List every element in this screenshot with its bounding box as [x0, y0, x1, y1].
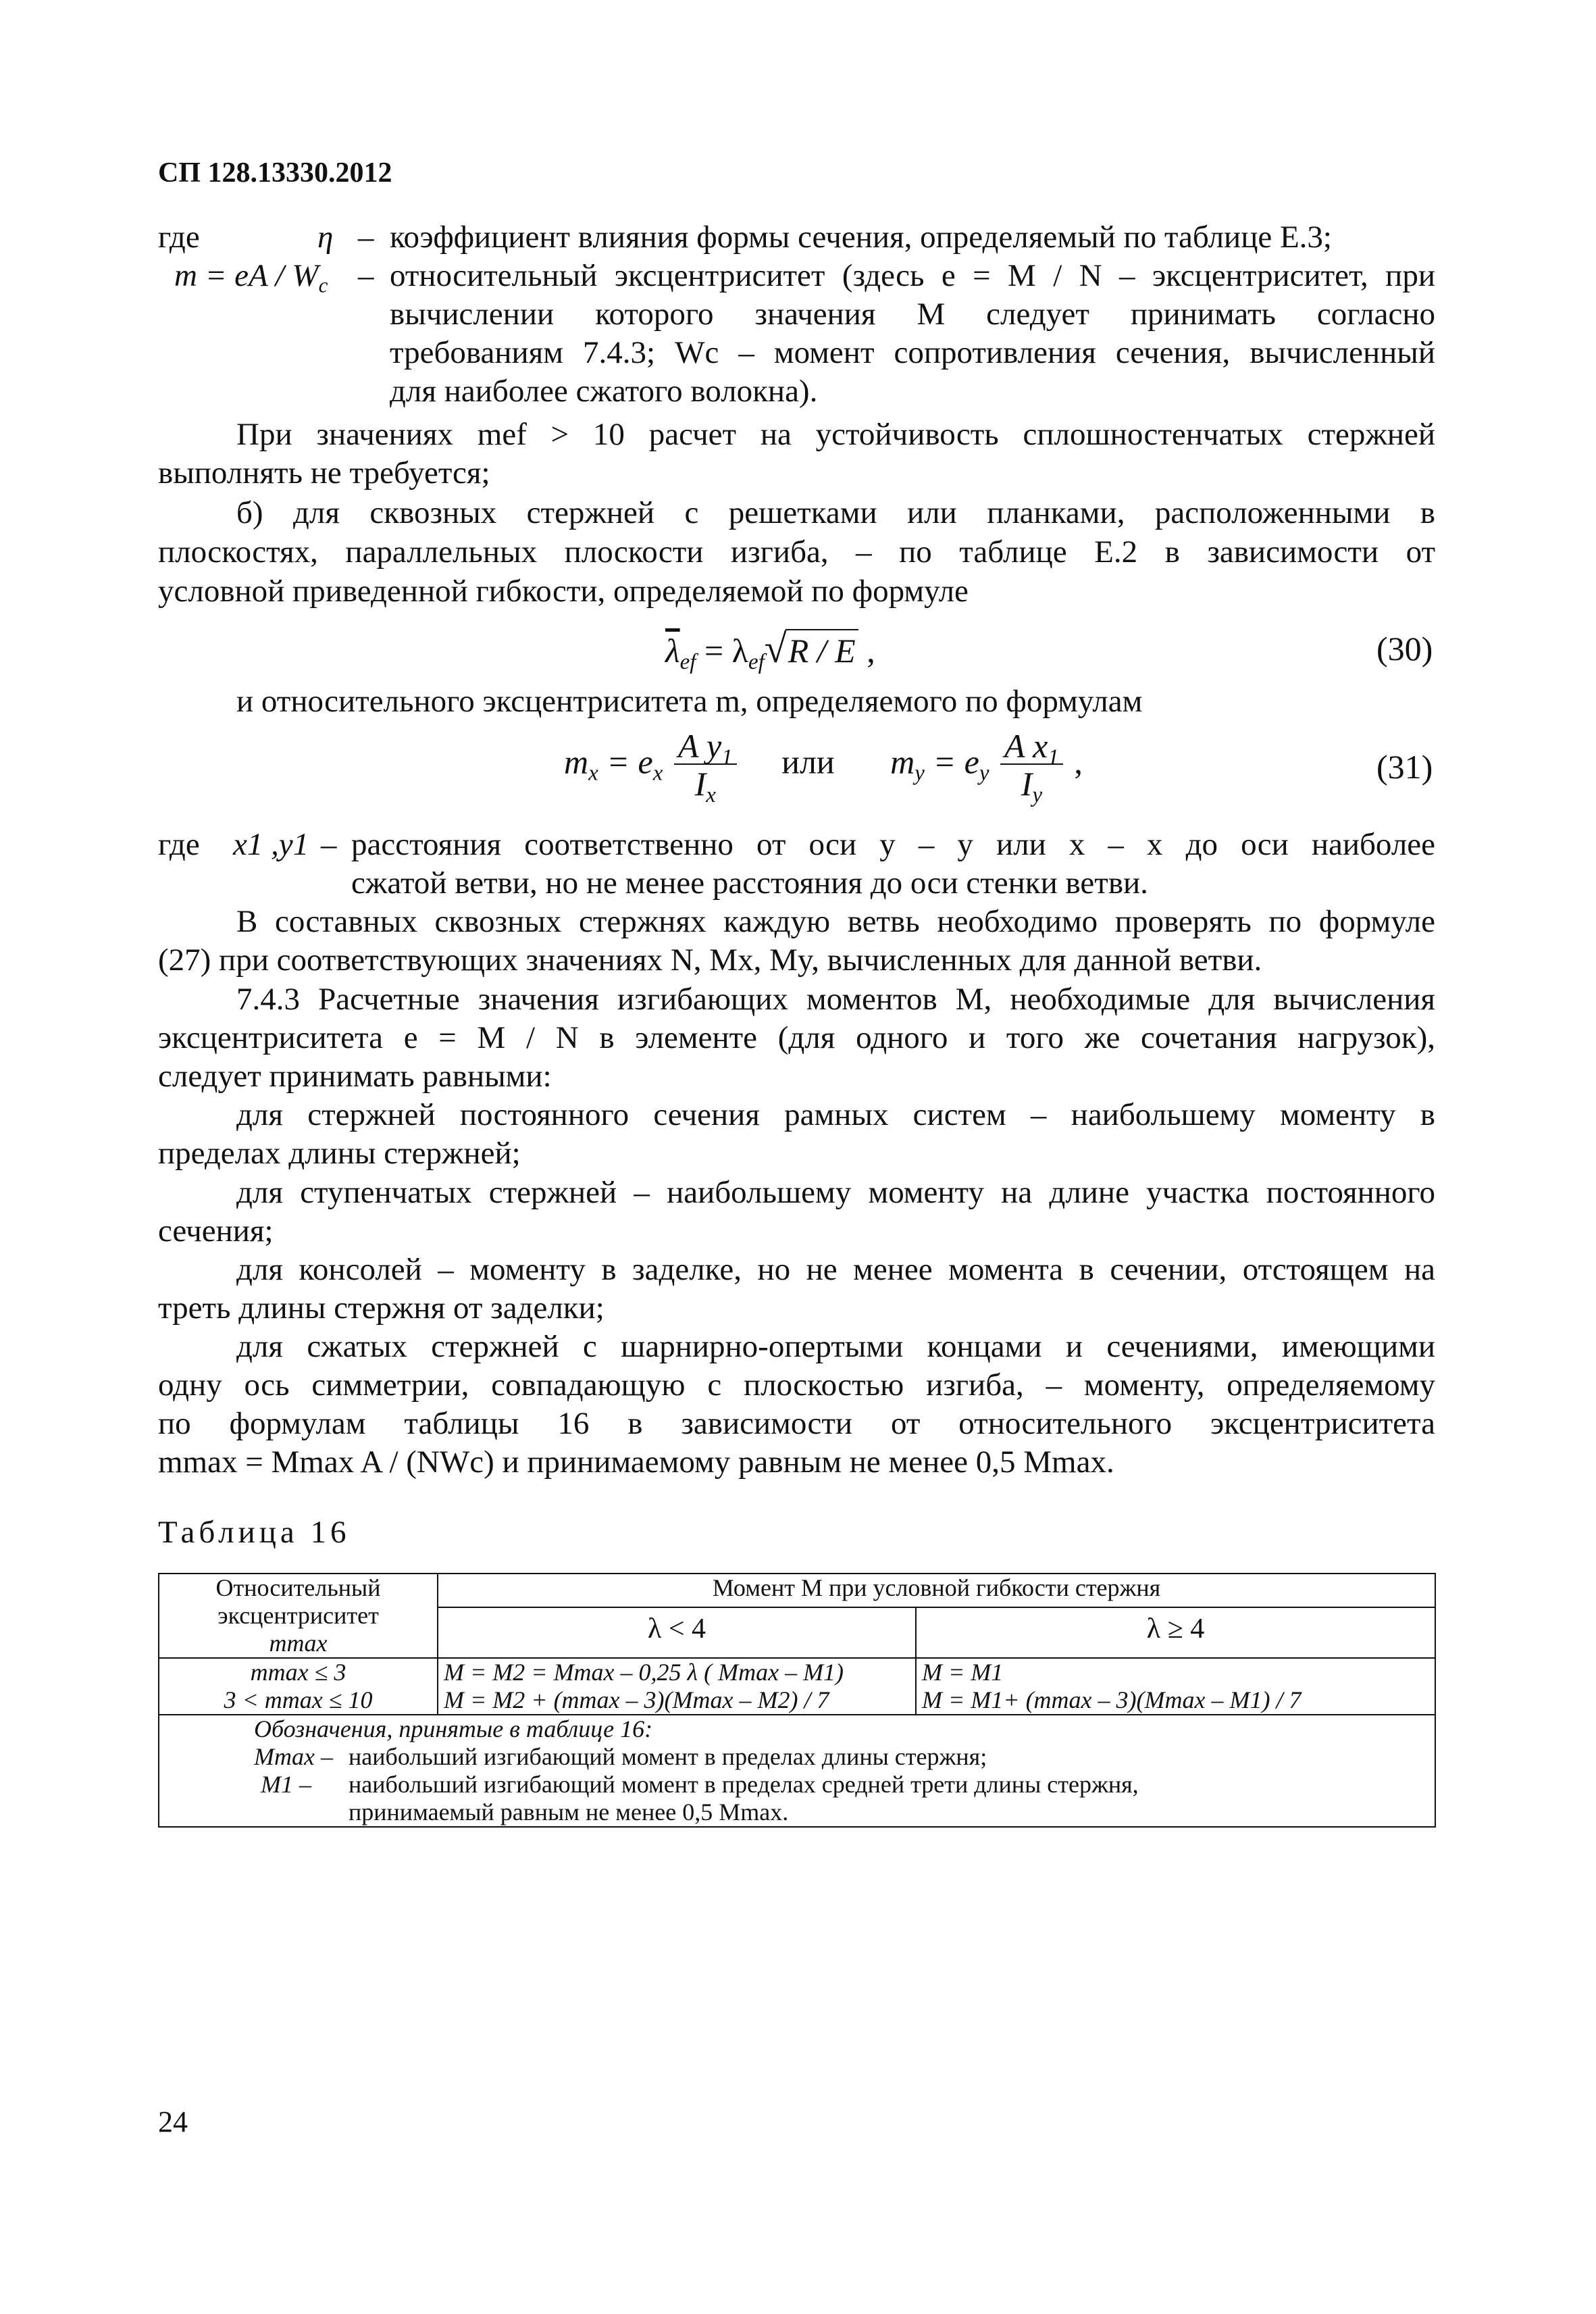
header-lambda-lt-4: λ < 4 [438, 1607, 916, 1658]
frames-paragraph-line1: для стержней постоянного сечения рамных систем – наибольшему моменту в [236, 1097, 1435, 1132]
stepped-paragraph-line1: для ступенчатых стержней – наибольшему моменту на длине участка постоянного [236, 1175, 1435, 1210]
frames-paragraph-line2: пределах длины стержней; [158, 1136, 521, 1171]
formula-30: $\overline{\lambda}_{ef} = \lambda_{ef}√R / E$ , [665, 626, 875, 674]
table-16 [158, 1573, 1436, 1828]
m-definition-line1: относительный эксцентриситет (здесь e = M / N – эксцентриситет, при [390, 258, 1435, 293]
hinged-paragraph-line3: по формулам таблицы 16 в зависимости от относительного эксцентриситета [158, 1406, 1435, 1441]
console-paragraph-line2: треть длины стержня от заделки; [158, 1290, 604, 1326]
item-b-line2: плоскостях, параллельных плоскости изгиба, – по таблице Е.2 в зависимости от [158, 534, 1435, 570]
eccentricity-intro: и относительного эксцентриситета m, определяемого по формулам [236, 684, 1143, 719]
clause-743-line2: эксцентриситета e = M / N в элементе (для одного и того же сочетания нагрузок), [158, 1020, 1435, 1055]
stepped-paragraph-line2: сечения; [158, 1213, 274, 1249]
formula-31-number: (31) [1376, 748, 1433, 786]
page-number: 24 [158, 2105, 188, 2138]
clause-743-line1: 7.4.3 Расчетные значения изгибающих моментов M, необходимые для вычисления [236, 982, 1435, 1017]
table-col-lambda-ge-4: M = M1 M = M1+ (mmax – 3)(Mmax – M1) / 7 [916, 1658, 1435, 1715]
document-code: СП 128.13330.2012 [158, 157, 392, 188]
table-notes: Обозначения, принятые в таблице 16: Mmax – наибольший изгибающий момент в пределах длины стержня; M1 – наибольший изгибающий момент в пределах средней трети длины стержня, принимаемый равным не менее 0,5 Mmax. [159, 1715, 1435, 1827]
eta-symbol: η [317, 220, 334, 255]
hinged-paragraph-line2: одну ось симметрии, совпадающую с плоскостью изгиба, – моменту, определяемому [158, 1367, 1435, 1403]
m-definition-line2: вычислении которого значения M следует принимать согласно [390, 297, 1435, 332]
item-b-line1: б) для сквозных стержней с решетками или планками, расположенными в [236, 495, 1435, 530]
m-definition-line4: для наиболее сжатого волокна). [390, 374, 818, 409]
hinged-paragraph-line1: для сжатых стержней с шарнирно-опертыми концами и сечениями, имеющими [236, 1329, 1435, 1364]
mef-paragraph-line1: При значениях mef > 10 расчет на устойчивость сплошностенчатых стержней [236, 417, 1435, 452]
mef-paragraph-line2: выполнять не требуется; [158, 455, 490, 491]
composite-paragraph-line2: (27) при соответствующих значениях N, Mx, My, вычисленных для данной ветви. [158, 942, 1262, 978]
composite-paragraph-line1: В составных сквозных стержнях каждую ветвь необходимо проверять по формуле [236, 904, 1435, 939]
console-paragraph-line1: для консолей – моменту в заделке, но не менее момента в сечении, отстоящем на [236, 1252, 1435, 1287]
table-caption: Таблица 16 [158, 1515, 351, 1550]
x1y1-definition-line2: сжатой ветви, но не менее расстояния до оси стенки ветви. [351, 865, 1148, 901]
header-lambda-ge-4: λ ≥ 4 [916, 1607, 1435, 1658]
m-dash: – [358, 258, 374, 293]
header-eccentricity: Относительный эксцентриситет mmax [159, 1574, 438, 1658]
formula-30-number: (30) [1376, 630, 1433, 668]
hinged-paragraph-line4: mmax = Mmax A / (NWc) и принимаемому равным не менее 0,5 Mmax. [158, 1444, 1114, 1480]
x1y1-definition-line1: расстояния соответственно от оси y – y или x – x до оси наиболее [351, 827, 1435, 862]
x1y1-dash: – [321, 827, 337, 862]
x1y1-symbol: x1 ,y1 [233, 827, 309, 862]
table-col-lambda-lt-4: M = M2 = Mmax – 0,25 λ ( Mmax – M1) M = M2 + (mmax – 3)(Mmax – M2) / 7 [438, 1658, 916, 1715]
m-symbol: m = eA / $W_c$ [174, 258, 328, 297]
header-moment-group: Момент M при условной гибкости стержня [438, 1574, 1435, 1607]
table-row-ranges: mmax ≤ 3 3 < mmax ≤ 10 [159, 1658, 438, 1715]
where-label-2: где [158, 827, 200, 862]
eta-definition: коэффициент влияния формы сечения, определяемый по таблице Е.3; [390, 220, 1332, 255]
clause-743-line3: следует принимать равными: [158, 1059, 552, 1094]
m-definition-line3: требованиям 7.4.3; Wc – момент сопротивления сечения, вычисленный [390, 335, 1435, 370]
formula-31: $m_x = e_x$ $\frac{A y_1}{I_x}$ или $m_y = e_y$ $\frac{A x_1}{I_y}$ , [564, 727, 1083, 807]
item-b-line3: условной приведенной гибкости, определяемой по формуле [158, 574, 969, 609]
where-label: где [158, 220, 200, 255]
eta-dash: – [358, 220, 374, 255]
